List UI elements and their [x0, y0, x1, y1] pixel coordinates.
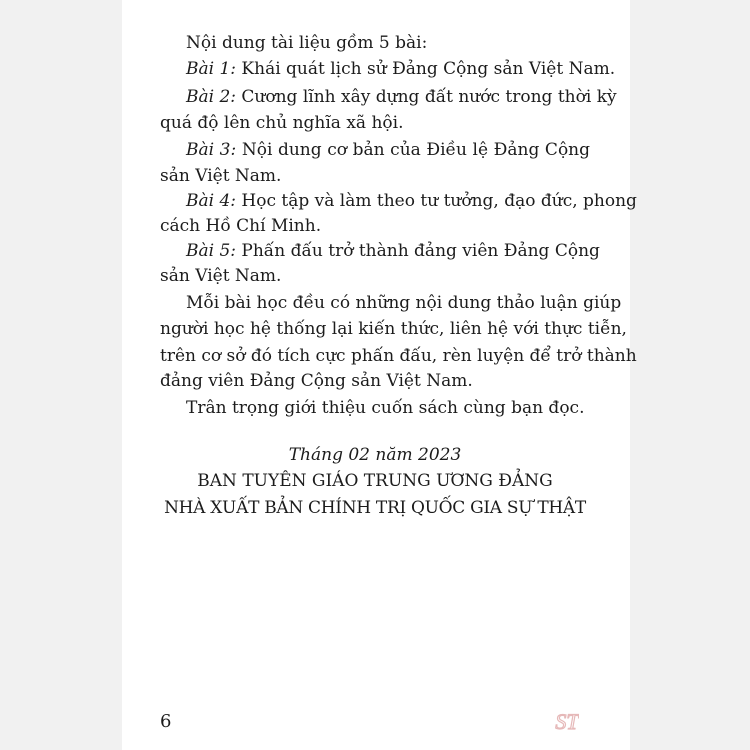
publisher-logo: [555, 706, 579, 736]
lesson-3-label: Bài 3:: [186, 140, 237, 160]
lesson-2-continuation: quá độ lên chủ nghĩa xã hội.: [160, 113, 404, 133]
lesson-4-label: Bài 4:: [186, 191, 237, 211]
publisher-logo-text: ST: [555, 709, 579, 734]
lesson-5-continuation: sản Việt Nam.: [160, 266, 282, 286]
lesson-2-label: Bài 2:: [186, 87, 237, 107]
signature-line-1: BAN TUYÊN GIÁO TRUNG ƯƠNG ĐẢNG: [197, 471, 553, 491]
lesson-4: [186, 188, 637, 214]
lesson-5-label: Bài 5:: [186, 241, 237, 261]
lesson-1-text: Khái quát lịch sử Đảng Cộng sản Việt Nam.: [241, 59, 616, 79]
signature-line-2: NHÀ XUẤT BẢN CHÍNH TRỊ QUỐC GIA SỰ THẬT: [164, 498, 586, 518]
lesson-3: [186, 137, 590, 163]
lesson-2: [186, 84, 617, 110]
lesson-1-label: Bài 1:: [186, 59, 237, 79]
closing-line: Trân trọng giới thiệu cuốn sách cùng bạn đọc.: [186, 398, 585, 418]
lesson-1: [186, 56, 616, 82]
intro-line: Nội dung tài liệu gồm 5 bài:: [186, 33, 428, 53]
lesson-3-text: Nội dung cơ bản của Điều lệ Đảng Cộng: [241, 140, 591, 160]
lesson-4-continuation: cách Hồ Chí Minh.: [160, 216, 322, 236]
paragraph-line-3: trên cơ sở đó tích cực phấn đấu, rèn luyện để trở thành: [160, 346, 637, 366]
page-number: 6: [160, 711, 172, 732]
paragraph-line-2: người học hệ thống lại kiến thức, liên hệ với thực tiễn,: [160, 319, 627, 339]
lesson-4-text: Học tập và làm theo tư tưởng, đạo đức, phong: [241, 191, 637, 211]
paragraph-line-1: Mỗi bài học đều có những nội dung thảo luận giúp: [186, 293, 622, 313]
paragraph-line-4: đảng viên Đảng Cộng sản Việt Nam.: [160, 371, 473, 391]
date-line: Tháng 02 năm 2023: [288, 445, 462, 465]
lesson-3-continuation: sản Việt Nam.: [160, 166, 282, 186]
lesson-5-text: Phấn đấu trở thành đảng viên Đảng Cộng: [241, 241, 600, 261]
lesson-2-text: Cương lĩnh xây dựng đất nước trong thời kỳ: [241, 87, 617, 107]
lesson-5: [186, 238, 600, 264]
